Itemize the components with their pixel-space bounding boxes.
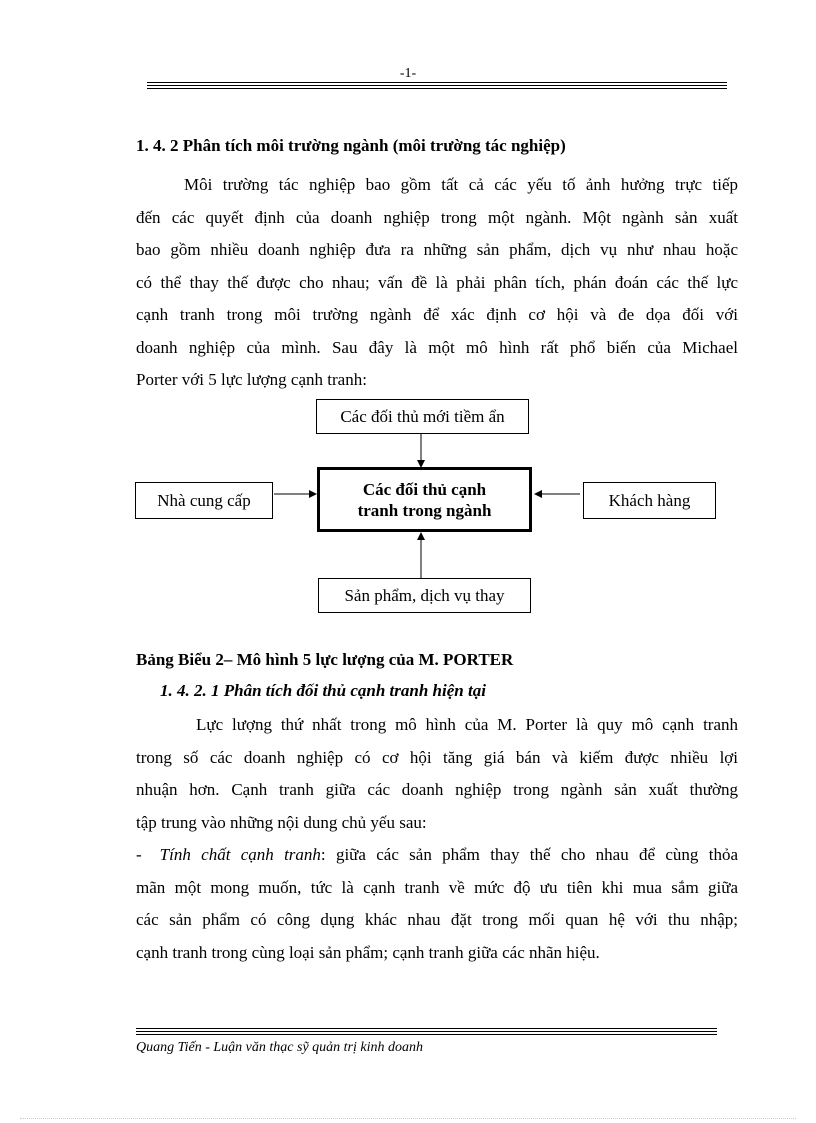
paragraph-line: có thể thay thế được cho nhau; vấn đề là phải phân tích, phán đoán các thế lực (136, 272, 738, 292)
page-number: -1- (399, 66, 417, 81)
center-line-2: tranh trong ngành (357, 500, 492, 520)
bullet-term: Tính chất cạnh tranh (159, 845, 321, 864)
paragraph-line: Porter với 5 lực lượng cạnh tranh: (136, 370, 367, 389)
rivalry-paragraph (136, 709, 738, 969)
box-customers: Khách hàng (583, 482, 716, 519)
center-line-1: Các đối thủ cạnh (362, 479, 487, 499)
paragraph-line: đến các quyết định của doanh nghiệp trong một ngành. Một ngành sản xuất (136, 207, 738, 227)
paragraph-line: các sản phẩm có công dụng khác nhau đặt trong mối quan hệ với thu nhập; (136, 910, 738, 929)
paragraph-line: cạnh tranh trong môi trường ngành để xác định cơ hội và đe dọa đối với (136, 305, 738, 324)
paragraph-line: Lực lượng thứ nhất trong mô hình của M. Porter là quy mô cạnh tranh (196, 715, 738, 734)
paragraph-line: Môi trường tác nghiệp bao gồm tất cả các yếu tố ảnh hưởng trực tiếp (184, 175, 738, 194)
box-substitutes: Sản phẩm, dịch vụ thay (318, 578, 531, 613)
paragraph-line: doanh nghiệp của mình. Sau đây là một mô hình rất phổ biến của Michael (136, 337, 738, 357)
box-new-entrants: Các đối thủ mới tiềm ẩn (316, 399, 529, 434)
footer-rule (136, 1028, 717, 1035)
bullet-line (136, 839, 738, 872)
paragraph-line: bao gồm nhiều doanh nghiệp đưa ra những sản phẩm, dịch vụ như nhau hoặc (136, 240, 738, 259)
box-industry-rivals (317, 467, 532, 532)
section-heading: 1. 4. 2 Phân tích môi trường ngành (môi trường tác nghiệp) (136, 136, 566, 155)
bullet-dash: - (136, 845, 142, 864)
paragraph-line: tập trung vào những nội dung chủ yếu sau: (136, 812, 427, 832)
paragraph-line: cạnh tranh trong cùng loại sản phẩm; cạnh tranh giữa các nhãn hiệu. (136, 942, 600, 962)
figure-caption: Bảng Biểu 2– Mô hình 5 lực lượng của M. PORTER (136, 650, 514, 669)
paragraph-line: nhuận hơn. Cạnh tranh giữa các doanh nghiệp trong ngành sản xuất thường (136, 780, 738, 799)
box-suppliers: Nhà cung cấp (135, 482, 273, 519)
bullet-text: : giữa các sản phẩm thay thế cho nhau để cùng thỏa (320, 845, 738, 864)
subsection-heading: 1. 4. 2. 1 Phân tích đối thủ cạnh tranh hiện tại (160, 681, 486, 700)
page-edge (20, 1118, 796, 1119)
paragraph-line: trong số các doanh nghiệp có cơ hội tăng giá bán và kiếm được nhiều lợi (136, 747, 738, 767)
footer-text: Quang Tiến - Luận văn thạc sỹ quản trị kinh doanh (136, 1040, 423, 1055)
paragraph-line: mãn một mong muốn, tức là cạnh tranh về mức độ ưu tiên khi mua sắm giữa (136, 877, 738, 897)
